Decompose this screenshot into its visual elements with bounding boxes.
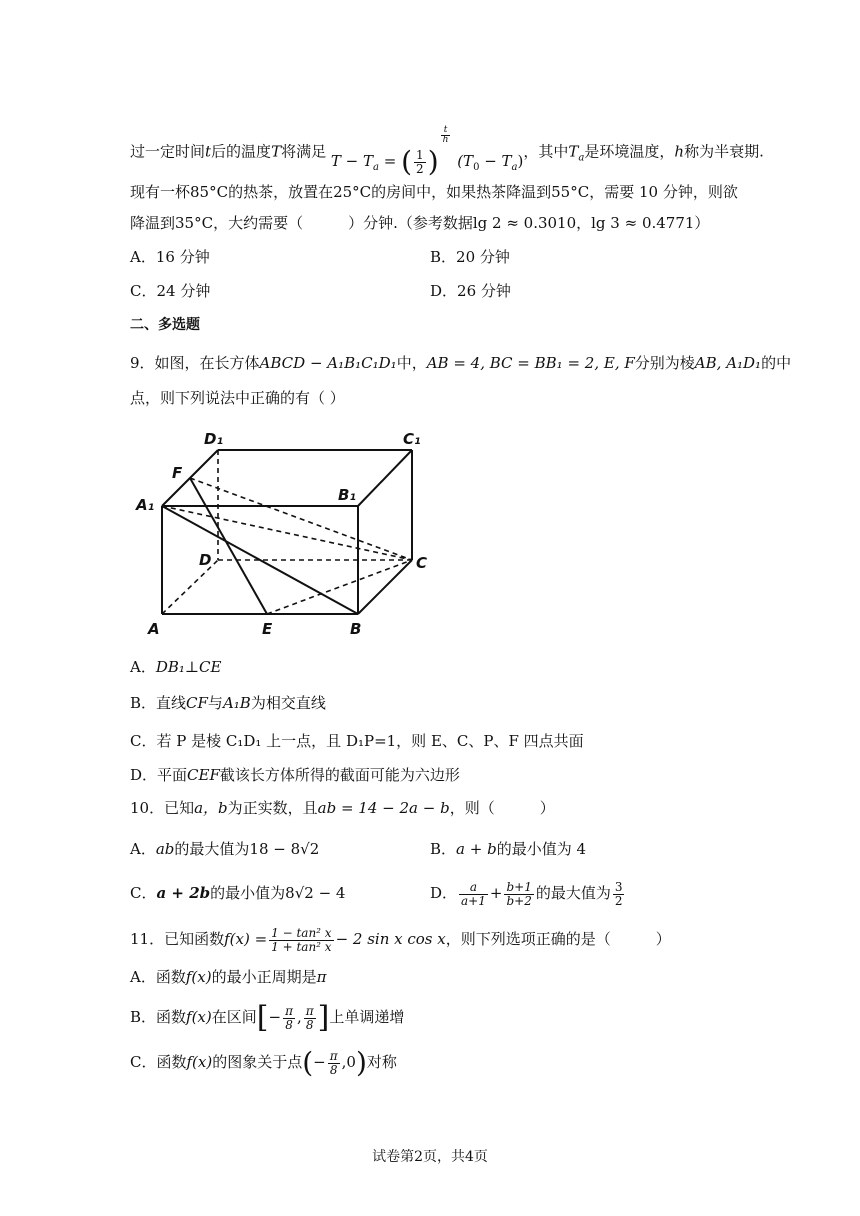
sub-0: 0 bbox=[473, 162, 480, 173]
var-t: t bbox=[205, 142, 212, 161]
paren-close: ) bbox=[427, 145, 439, 178]
q9-option-a[interactable] bbox=[130, 656, 221, 678]
den: h bbox=[442, 135, 449, 145]
q8-option-b[interactable]: B．20 分钟 bbox=[430, 248, 510, 266]
var-h: h bbox=[674, 142, 685, 161]
text: 的最小正周期是 bbox=[211, 968, 317, 986]
text: 是环境温度， bbox=[584, 142, 675, 161]
text: 上单调递增 bbox=[329, 1008, 405, 1026]
fraction-b bbox=[504, 881, 533, 908]
text: D．平面 bbox=[130, 766, 188, 784]
q11-option-c[interactable]: C．函数f(x)的图象关于点(− $\frac{\pi}{8}$ ,0)对称 bbox=[130, 1046, 397, 1079]
text: 为正实数，且 bbox=[227, 799, 318, 817]
den: 8 bbox=[285, 1017, 293, 1032]
option-math: DB₁⊥CE bbox=[155, 658, 222, 676]
text: C．函数 bbox=[130, 1053, 187, 1071]
label-C1: C₁ bbox=[403, 430, 421, 448]
text: 的最小值为 4 bbox=[496, 840, 586, 858]
q8-option-d[interactable]: D．26 分钟 bbox=[430, 282, 511, 300]
fraction-a bbox=[459, 881, 488, 908]
function: f(x) bbox=[186, 1008, 212, 1026]
den: 8 bbox=[329, 1062, 338, 1077]
tan-fraction bbox=[269, 927, 333, 954]
math: ab bbox=[155, 840, 175, 858]
label-A1: A₁ bbox=[136, 496, 155, 514]
text: 过一定时间 bbox=[130, 142, 206, 161]
label-A: A bbox=[148, 620, 160, 638]
condition: AB = 4, BC = BB₁ = 2, E, F bbox=[426, 354, 635, 372]
label-E: E bbox=[262, 620, 273, 638]
text: 9．如图，在长方体 bbox=[130, 354, 260, 372]
formula-rhs: (T bbox=[457, 152, 474, 170]
paren-open: ( bbox=[401, 145, 413, 178]
cuboid-figure bbox=[132, 422, 442, 644]
text: 称为半衰期. bbox=[684, 142, 764, 161]
text: ，其中 bbox=[523, 142, 569, 161]
num: 3 bbox=[614, 879, 623, 894]
label-B1: B₁ bbox=[338, 486, 357, 504]
var-T: T bbox=[271, 142, 282, 161]
segment-EC bbox=[267, 560, 412, 614]
q9-option-b[interactable] bbox=[130, 692, 326, 714]
text: ，则下列选项正确的是（ ） bbox=[445, 930, 671, 948]
plus: + bbox=[489, 884, 503, 902]
den: 8 bbox=[305, 1017, 314, 1032]
function: f(x) bbox=[186, 1053, 213, 1071]
bracket-open: [ bbox=[256, 1000, 269, 1035]
text: 的最大值为 bbox=[535, 884, 611, 902]
edges: AB, A₁D₁ bbox=[694, 354, 762, 372]
q8-line2: 现有一杯85°C的热茶，放置在25°C的房间中，如果热茶降温到55°C，需要 10 分钟，则欲 bbox=[130, 183, 738, 201]
function: f(x) = bbox=[224, 930, 268, 948]
vars: a，b bbox=[194, 799, 228, 817]
sub-a: a bbox=[578, 152, 585, 164]
equation: ab = 14 − 2a − b bbox=[317, 799, 450, 817]
paren-close: ) bbox=[355, 1046, 367, 1079]
text: 中， bbox=[396, 354, 427, 372]
label-B: B bbox=[350, 620, 362, 638]
fraction-point bbox=[328, 1050, 340, 1077]
value: 18 − 8√2 bbox=[249, 840, 320, 858]
den: 2 bbox=[614, 893, 623, 908]
text: ，则（ ） bbox=[449, 799, 555, 817]
plane-CEF: CEF bbox=[187, 766, 220, 784]
text: 的最小值为 bbox=[210, 884, 286, 902]
num: t bbox=[441, 126, 451, 136]
function-rest: − 2 sin x cos x bbox=[335, 930, 446, 948]
text: A． bbox=[130, 840, 156, 858]
q9-line2: 点，则下列说法中正确的有（ ） bbox=[130, 389, 345, 407]
num: 1 bbox=[416, 147, 424, 162]
text: 的最大值为 bbox=[174, 840, 250, 858]
q10-option-c[interactable] bbox=[130, 882, 345, 904]
q8-line3: 降温到35°C，大约需要（ ）分钟.（参考数据lg 2 ≈ 0.3010，lg 3 ≈ 0.4771） bbox=[130, 214, 710, 232]
pi: π bbox=[316, 968, 327, 986]
segment-FC bbox=[190, 478, 412, 560]
q11-option-b[interactable]: B．函数f(x)在区间[− $\frac{\pi}{8}$ , $\frac{\pi}{8}$ ]上单调递增 bbox=[130, 1000, 405, 1035]
section-heading: 二、多选题 bbox=[130, 317, 200, 333]
text: B．函数 bbox=[130, 1008, 187, 1026]
function: f(x) bbox=[185, 968, 212, 986]
text: 截该长方体所得的截面可能为六边形 bbox=[219, 766, 460, 784]
den: b+2 bbox=[506, 893, 532, 908]
sub-a: a bbox=[511, 162, 518, 173]
q10-option-b[interactable] bbox=[430, 838, 586, 860]
formula-rhs-end: ) bbox=[517, 152, 524, 170]
q11-option-a[interactable] bbox=[130, 966, 326, 988]
label-D1: D₁ bbox=[204, 430, 224, 448]
formula-rhs-mid: − T bbox=[479, 152, 512, 170]
num: b+1 bbox=[506, 879, 532, 894]
label-C: C bbox=[416, 554, 428, 572]
edge-B1C1 bbox=[358, 450, 412, 506]
exponent-fraction bbox=[441, 126, 451, 145]
cuboid-name: ABCD − A₁B₁C₁D₁ bbox=[259, 354, 397, 372]
option-letter: A． bbox=[130, 658, 156, 676]
text: 后的温度 bbox=[211, 142, 272, 161]
label-F: F bbox=[172, 464, 183, 482]
label-D: D bbox=[199, 551, 212, 569]
q9-line1 bbox=[130, 352, 791, 374]
text: 分别为棱 bbox=[634, 354, 695, 372]
edge-BC bbox=[358, 560, 412, 614]
text: B．直线 bbox=[130, 694, 187, 712]
den: a+1 bbox=[461, 893, 486, 908]
math: a + b bbox=[456, 840, 497, 858]
num: a bbox=[459, 881, 488, 895]
text: C． bbox=[130, 884, 157, 902]
num: π bbox=[285, 1003, 293, 1018]
text: 将满足 bbox=[281, 142, 327, 161]
q10-option-a[interactable] bbox=[130, 838, 319, 860]
q11-stem bbox=[130, 922, 671, 956]
zero: ,0 bbox=[341, 1053, 356, 1071]
cooling-formula bbox=[331, 126, 524, 179]
line-CF: CF bbox=[186, 694, 208, 712]
text: 的中 bbox=[761, 354, 792, 372]
num: 1 − tan² x bbox=[271, 925, 332, 940]
half-fraction bbox=[414, 149, 426, 176]
q10-stem bbox=[130, 797, 555, 819]
text: 10．已知 bbox=[130, 799, 195, 817]
formula-eq: = bbox=[383, 152, 397, 170]
text: 在区间 bbox=[211, 1008, 257, 1026]
paren-open: ( bbox=[302, 1046, 314, 1079]
fraction-value bbox=[613, 881, 625, 908]
formula-sub: a bbox=[373, 162, 379, 173]
text: B． bbox=[430, 840, 457, 858]
page-footer: 试卷第2页，共4页 bbox=[372, 1149, 488, 1165]
text: 的图象关于点 bbox=[212, 1053, 303, 1071]
segment-FE bbox=[190, 478, 267, 614]
q9-option-d[interactable] bbox=[130, 764, 460, 786]
q8-option-a[interactable]: A．16 分钟 bbox=[130, 248, 210, 266]
text: D． bbox=[430, 884, 458, 902]
den: 2 bbox=[416, 161, 424, 176]
formula-lhs: T − T bbox=[330, 152, 373, 170]
var-Ta: T bbox=[568, 142, 579, 161]
math: a + 2b bbox=[156, 884, 211, 902]
text: 对称 bbox=[366, 1053, 397, 1071]
text: 与 bbox=[207, 694, 223, 712]
value: 8√2 − 4 bbox=[285, 884, 346, 902]
text: 11．已知函数 bbox=[130, 930, 225, 948]
q8-line1 bbox=[130, 126, 764, 179]
den: 1 + tan² x bbox=[271, 939, 332, 954]
num: π bbox=[305, 1003, 314, 1018]
text: 为相交直线 bbox=[250, 694, 326, 712]
text: A．函数 bbox=[130, 968, 186, 986]
q10-option-d[interactable] bbox=[430, 876, 626, 910]
line-A1B: A₁B bbox=[222, 694, 251, 712]
fraction-right bbox=[304, 1005, 316, 1032]
bracket-close: ] bbox=[317, 1000, 330, 1035]
q9-option-c[interactable]: C．若 P 是棱 C₁D₁ 上一点，且 D₁P=1，则 E、C、P、F 四点共面 bbox=[130, 732, 584, 750]
fraction-left bbox=[283, 1005, 295, 1032]
q8-option-c[interactable]: C．24 分钟 bbox=[130, 282, 211, 300]
num: π bbox=[329, 1048, 338, 1063]
